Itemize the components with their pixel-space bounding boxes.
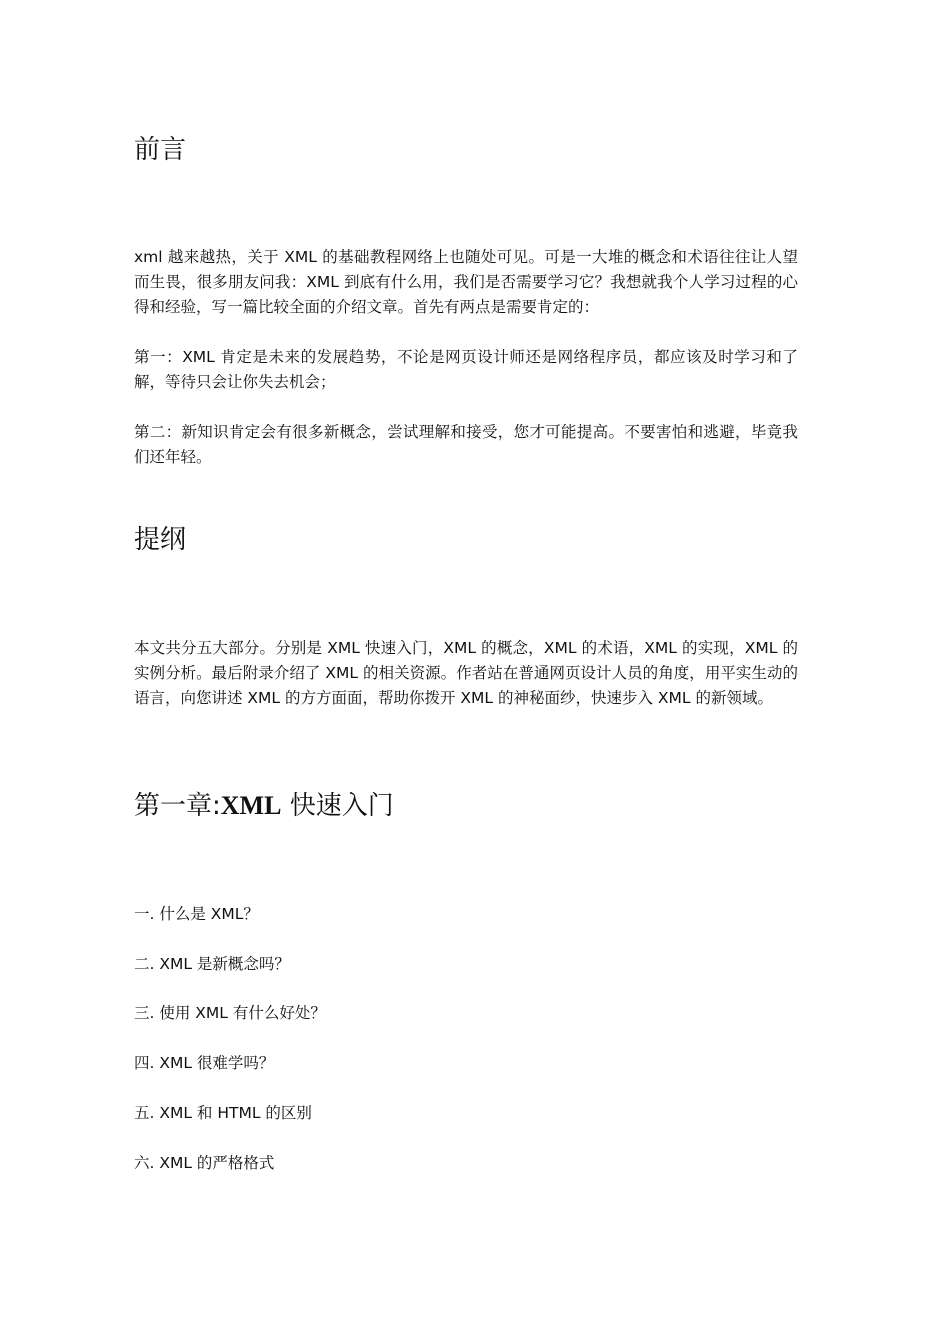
preface-paragraph-second-point: 第二：新知识肯定会有很多新概念，尝试理解和接受，您才可能提高。不要害怕和逃避，毕竟我们还年轻。 <box>134 423 798 466</box>
outline-paragraph: 本文共分五大部分。分别是 XML 快速入门，XML 的概念，XML 的术语，XML 的实现，XML 的实例分析。最后附录介绍了 XML 的相关资源。作者站在普通网页设计人员的角度，用平实生动的语言，向您讲述 XML 的方方面面，帮助你拨开 XML 的神秘面纱，快速步入 XML 的新领域。 <box>134 639 798 707</box>
chapter1-heading-suffix: 快速入门 <box>281 791 394 821</box>
chapter1-item-2: 二. XML 是新概念吗？ <box>134 955 290 973</box>
chapter1-heading-prefix: 第一章: <box>134 791 221 821</box>
preface-heading: 前言 <box>134 135 187 165</box>
chapter1-item-4: 四. XML 很难学吗？ <box>134 1054 275 1072</box>
outline-heading: 提纲 <box>134 525 187 555</box>
chapter1-item-5: 五. XML 和 HTML 的区别 <box>134 1104 312 1122</box>
chapter1-heading <box>134 788 394 824</box>
chapter1-item-1: 一. 什么是 XML？ <box>134 905 259 923</box>
preface-paragraph-intro: xml 越来越热，关于 XML 的基础教程网络上也随处可见。可是一大堆的概念和术语往往让人望而生畏，很多朋友问我：XML 到底有什么用，我们是否需要学习它？我想就我个人学习过程的心得和经验，写一篇比较全面的介绍文章。首先有两点是需要肯定的： <box>134 248 798 316</box>
chapter1-item-6: 六. XML 的严格格式 <box>134 1154 275 1172</box>
chapter1-heading-xml: XML <box>220 791 282 820</box>
chapter1-item-3: 三. 使用 XML 有什么好处？ <box>134 1004 326 1022</box>
preface-paragraph-first-point: 第一：XML 肯定是未来的发展趋势，不论是网页设计师还是网络程序员，都应该及时学习和了解，等待只会让你失去机会； <box>134 348 798 391</box>
